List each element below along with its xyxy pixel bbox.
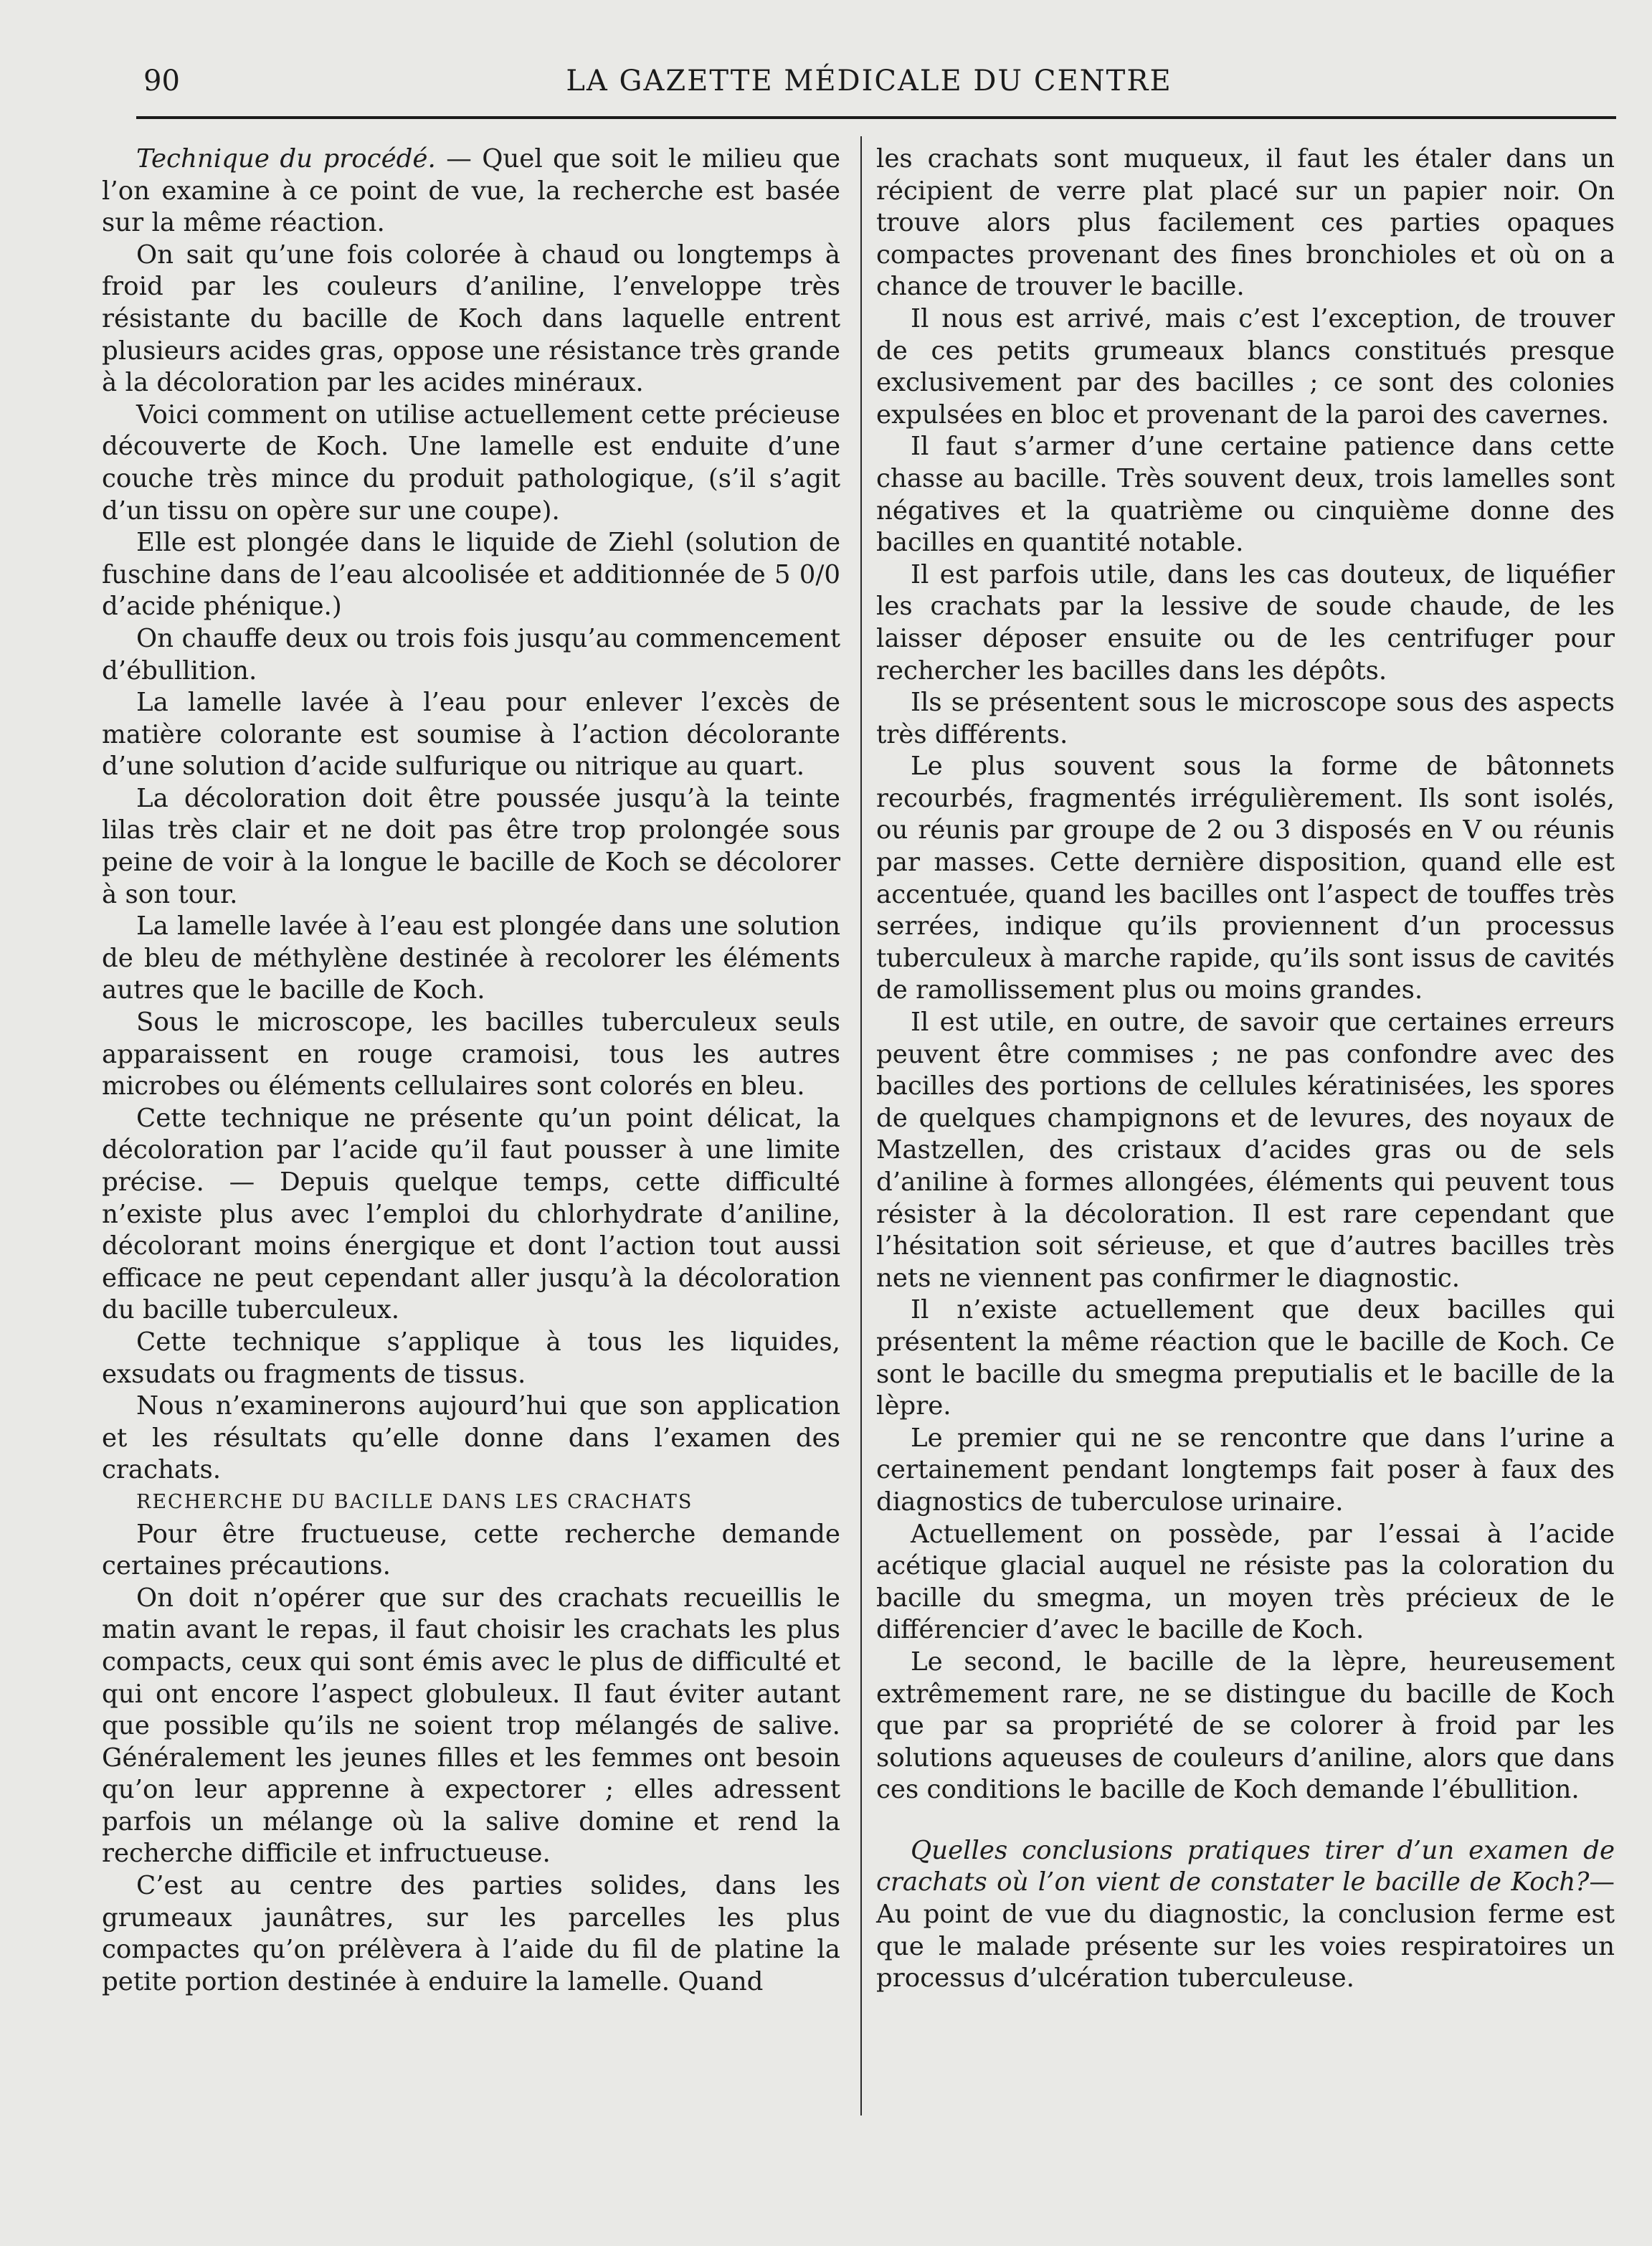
right-column (876, 143, 1615, 1995)
paragraph: Il n’existe actuellement que deux bacilles qui présentent la même réaction que le bacille de Koch. Ce sont le bacille du smegma preputialis et le bacille de la lèpre. (876, 1295, 1615, 1421)
paragraph: Il nous est arrivé, mais c’est l’exception, de trouver de ces petits grumeaux blancs constitués presque exclusivement par des bacilles ; ce sont des colonies expulsées en bloc et provenant de la paroi des cavernes. (876, 303, 1615, 430)
paragraph: Le premier qui ne se rencontre que dans l’urine a certainement pendant longtemps fait poser à faux des diagnostics de tuberculose urinaire. (876, 1423, 1615, 1517)
paragraph (876, 1835, 1615, 1995)
paragraph: Elle est plongée dans le liquide de Ziehl (solution de fuschine dans de l’eau alcoolisée et additionnée de 5 0/0 d’acide phénique.) (102, 528, 840, 622)
paragraph: Il est utile, en outre, de savoir que certaines erreurs peuvent être commises ; ne pas confondre avec des bacilles des portions de cellules kératinisées, les spores de quelques champignons et de levures, des noyaux de Mastzellen, des cristaux d’acides gras ou de sels d’aniline à formes allongées, éléments qui peuvent tous résister à la décoloration. Il est rare cependant que l’hésitation soit sérieuse, et que d’autres bacilles très nets ne viennent pas confirmer le diagnostic. (876, 1008, 1615, 1293)
paragraph: Le plus souvent sous la forme de bâtonnets recourbés, fragmentés irrégulièrement. Ils sont isolés, ou réunis par groupe de 2 ou 3 disposés en V ou réunis par masses. Cette dernière disposition, quand elle est accentuée, quand les bacilles ont l’aspect de touffes très serrées, indique qu’ils proviennent d’un processus tuberculeux à marche rapide, qu’ils sont issus de cavités de ramollissement plus ou moins grandes. (876, 752, 1615, 1005)
paragraph: C’est au centre des parties solides, dans les grumeaux jaunâtres, sur les parcelles les plus compactes qu’on prélèvera à l’aide du fil de platine la petite portion destinée à enduire la lamelle. Quand (102, 1871, 840, 1996)
paragraph-text: — Quel que soit le milieu que l’on examine à ce point de vue, la recherche est basée sur la même réaction. (102, 144, 840, 238)
left-column (102, 143, 840, 1998)
paragraph-text: — Au point de vue du diagnostic, la conclusion ferme est que le malade présente sur les voies respiratoires un processus d’ulcération tuberculeuse. (876, 1867, 1615, 1994)
paragraph: Cette technique s’applique à tous les liquides, exsudats ou fragments de tissus. (102, 1327, 840, 1389)
paragraph: La lamelle lavée à l’eau pour enlever l’excès de matière colorante est soumise à l’action décolorante d’une solution d’acide sulfurique ou nitrique au quart. (102, 688, 840, 782)
paragraph: Il faut s’armer d’une certaine patience dans cette chasse au bacille. Très souvent deux, trois lamelles sont négatives et la quatrième ou cinquième donne des bacilles en quantité notable. (876, 432, 1615, 558)
paragraph: Pour être fructueuse, cette recherche demande certaines précautions. (102, 1519, 840, 1581)
paragraph: On sait qu’une fois colorée à chaud ou longtemps à froid par les couleurs d’aniline, l’enveloppe très résistante du bacille de Koch dans laquelle entrent plusieurs acides gras, oppose une résistance très grande à la décoloration par les acides minéraux. (102, 240, 840, 398)
paragraph: La lamelle lavée à l’eau est plongée dans une solution de bleu de méthylène destinée à recolorer les éléments autres que le bacille de Koch. (102, 911, 840, 1005)
paragraph: Sous le microscope, les bacilles tuberculeux seuls apparaissent en rouge cramoisi, tous les autres microbes ou éléments cellulaires sont colorés en bleu. (102, 1008, 840, 1101)
paragraph: Il est parfois utile, dans les cas douteux, de liquéfier les crachats par la lessive de soude chaude, de les laisser déposer ensuite ou de les centrifuger pour rechercher les bacilles dans les dépôts. (876, 559, 1615, 686)
paragraph: les crachats sont muqueux, il faut les étaler dans un récipient de verre plat placé sur un papier noir. On trouve alors plus facilement ces parties opaques compactes provenant des fines bronchioles et où on a chance de trouver le bacille. (876, 144, 1615, 302)
page-number: 90 (143, 65, 180, 98)
paragraph: Voici comment on utilise actuellement cette précieuse découverte de Koch. Une lamelle est enduite d’une couche très mince du produit pathologique, (s’il s’agit d’un tissu on opère sur une coupe). (102, 399, 840, 526)
journal-title: LA GAZETTE MÉDICALE DU CENTRE (566, 65, 1172, 98)
column-divider (860, 136, 862, 2115)
paragraph: Cette technique ne présente qu’un point délicat, la décoloration par l’acide qu’il faut pousser à une limite précise. — Depuis quelque temps, cette difficulté n’existe plus avec l’emploi du chlorhydrate d’aniline, décolorant moins énergique et dont l’action tout aussi efficace ne peut cependant aller jusqu’à la décoloration du bacille tuberculeux. (102, 1103, 840, 1325)
section-heading: RECHERCHE DU BACILLE DANS LES CRACHATS (136, 1490, 693, 1513)
paragraph (102, 143, 840, 240)
paragraph-lead: Technique du procédé. (136, 144, 436, 174)
header-rule (136, 116, 1616, 119)
paragraph: Le second, le bacille de la lèpre, heureusement extrêmement rare, ne se distingue du bacille de Koch que par sa propriété de se colorer à froid par les solutions aqueuses de couleurs d’aniline, alors que dans ces conditions le bacille de Koch demande l’ébullition. (876, 1646, 1615, 1805)
paragraph: Actuellement on possède, par l’essai à l’acide acétique glacial auquel ne résiste pas la coloration du bacille du smegma, un moyen très précieux de le différencier d’avec le bacille de Koch. (876, 1519, 1615, 1645)
paragraph: Ils se présentent sous le microscope sous des aspects très différents. (876, 688, 1615, 749)
paragraph-lead: Quelles conclusions pratiques tirer d’un examen de crachats où l’on vient de constater le bacille de Koch? (876, 1835, 1615, 1897)
paragraph: On doit n’opérer que sur des crachats recueillis le matin avant le repas, il faut choisir les crachats les plus compacts, ceux qui sont émis avec le plus de difficulté et qui ont encore l’aspect globuleux. Il faut éviter autant que possible qu’ils ne soient trop mélangés de salive. Généralement les jeunes filles et les femmes ont besoin qu’on leur apprenne à expectorer ; elles adressent parfois un mélange où la salive domine et rend la recherche difficile et infructueuse. (102, 1583, 840, 1869)
paragraph: On chauffe deux ou trois fois jusqu’au commencement d’ébullition. (102, 623, 840, 686)
paragraph: Nous n’examinerons aujourd’hui que son application et les résultats qu’elle donne dans l’examen des crachats. (102, 1391, 840, 1485)
paragraph: La décoloration doit être poussée jusqu’à la teinte lilas très clair et ne doit pas être trop prolongée sous peine de voir à la longue le bacille de Koch se décolorer à son tour. (102, 783, 840, 909)
page-header (136, 57, 1602, 108)
